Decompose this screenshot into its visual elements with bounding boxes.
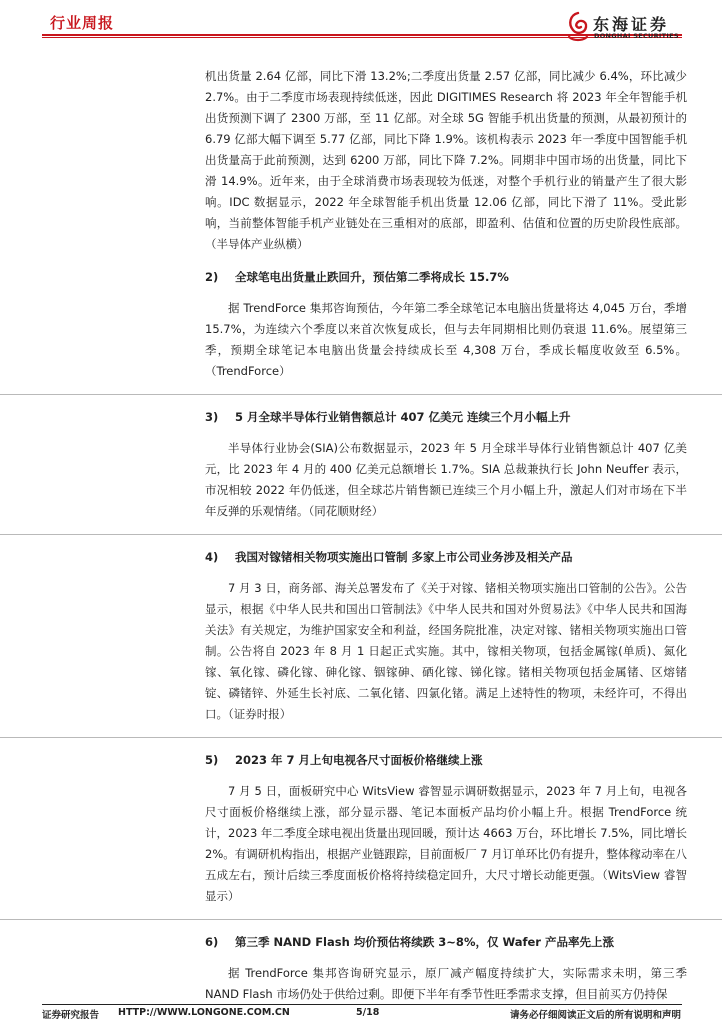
page-number: 5/18 — [356, 1007, 380, 1018]
section-title-3 — [205, 407, 687, 428]
section-body-2: 据 TrendForce 集邦咨询预估，今年第二季全球笔记本电脑出货量将达 4,045 万台，季增 15.7%，为连续六个季度以来首次恢复成长，但与去年同期相比则仍衰退 11.6%。展望第三季，预期全球笔记本电脑出货量会持续成长至 4,308 万台，季成长幅度收敛至 6.5%。（TrendForce） — [205, 301, 687, 378]
logo-chinese-name: 东海证券 — [593, 15, 670, 34]
section-body-6: 据 TrendForce 集邦咨询研究显示，原厂减产幅度持续扩大，实际需求未明，第三季 NAND Flash 市场仍处于供给过剩。即便下半年有季节性旺季需求支撑，但目前买方仍持保 — [205, 966, 687, 1001]
section-title-4 — [205, 547, 687, 568]
section-title-2 — [205, 267, 687, 288]
section-number: 3) — [205, 410, 219, 424]
section-number: 5) — [205, 753, 219, 767]
section-number: 6) — [205, 935, 219, 949]
section-body-3: 半导体行业协会(SIA)公布数据显示，2023 年 5 月全球半导体行业销售额总计 407 亿美元，比 2023 年 4 月的 400 亿美元总额增长 1.7%。SIA 总裁兼执行长 John Neuffer 表示，市况相较 2022 年仍低迷，但全球芯片销售额已连续三个月小幅上升，激起人们对市场在下半年反弹的乐观情绪。（同花顺财经） — [205, 441, 687, 518]
section-number: 2) — [205, 270, 219, 284]
section-body-5: 7 月 5 日，面板研究中心 WitsView 睿智显示调研数据显示，2023 年 7 月上旬，电视各尺寸面板价格继续上涨，部分显示器、笔记本面板产品均价小幅上升。根据 TrendForce 统计，2023 年二季度全球电视出货量出现回暖，预计达 4663 万台，环比增长 7.5%，同比增长 2%。有调研机构指出，根据产业链跟踪，目前面板厂 7 月订单环比仍有提升，整体稼动率在八五成左右，预计后续三季度面板价格将持续稳定回升，大尺寸增长动能更强。（WitsView 睿智显示） — [205, 784, 687, 903]
section-title-5 — [205, 750, 687, 771]
report-body — [205, 66, 687, 1005]
section-body-4: 7 月 3 日，商务部、海关总署发布了《关于对镓、锗相关物项实施出口管制的公告》。公告显示，根据《中华人民共和国出口管制法》《中华人民共和国对外贸易法》《中华人民共和国海关法》有关规定，为维护国家安全和利益，经国务院批准，决定对镓、锗相关物项实施出口管制。公告将自 2023 年 8 月 1 日起正式实施。其中，镓相关物项，包括金属镓(单质)、氮化镓、氧化镓、磷化镓、砷化镓、铟镓砷、硒化镓、锑化镓。锗相关物项包括金属锗、区熔锗锭、磷锗锌、外延生长衬底、二氧化锗、四氯化锗。满足上述特性的物项，未经许可，不得出口。（证券时报） — [205, 581, 687, 721]
section-heading: 第三季 NAND Flash 均价预估将续跌 3~8%，仅 Wafer 产品率先上涨 — [235, 935, 614, 949]
donghai-swirl-icon — [565, 10, 591, 44]
footer-website-link[interactable]: HTTP://WWW.LONGONE.COM.CN — [118, 1007, 290, 1018]
footer-disclaimer: 请务必仔细阅读正文后的所有说明和声明 — [510, 1010, 682, 1021]
intro-paragraph: 机出货量 2.64 亿部，同比下滑 13.2%;二季度出货量 2.57 亿部，同比减少 6.4%，环比减少 2.7%。由于二季度市场表现持续低迷，因此 DIGITIMES Research 将 2023 年全年智能手机出货预测下调了 2300 万部，至 11 亿部。对全球 5G 智能手机出货量的预测，从最初预计的 6.79 亿部大幅下调至 5.77 亿部，同比下降 1.9%。该机构表示 2023 年一季度中国智能手机出货量高于此前预测，达到 6200 万部，同比下降 7.2%。同期非中国市场的出货量，同比下滑 14.9%。近年来，由于全球消费市场表现较为低迷，对整个手机行业的销量产生了很大影响。IDC 数据显示，2022 年全球智能手机出货量 12.06 亿部，同比下滑了 11%。受此影响，当前整体智能手机产业链处在三重相对的底部，即盈利、估值和位置的历史阶段性底部。（半导体产业纵横） — [205, 69, 687, 251]
section-title-6 — [205, 932, 687, 953]
footer-rule — [42, 1004, 682, 1005]
footer-report-type: 证券研究报告 — [42, 1010, 100, 1021]
section-heading: 2023 年 7 月上旬电视各尺寸面板价格继续上涨 — [235, 753, 483, 767]
company-logo — [565, 10, 690, 54]
logo-english-name: DONGHAI SECURITIES — [594, 32, 679, 40]
section-heading: 全球笔电出货量止跌回升，预估第二季将成长 15.7% — [235, 270, 509, 284]
report-category: 行业周报 — [50, 14, 115, 32]
section-heading: 5 月全球半导体行业销售额总计 407 亿美元 连续三个月小幅上升 — [235, 410, 571, 424]
section-heading: 我国对镓锗相关物项实施出口管制 多家上市公司业务涉及相关产品 — [235, 550, 573, 564]
section-number: 4) — [205, 550, 219, 564]
